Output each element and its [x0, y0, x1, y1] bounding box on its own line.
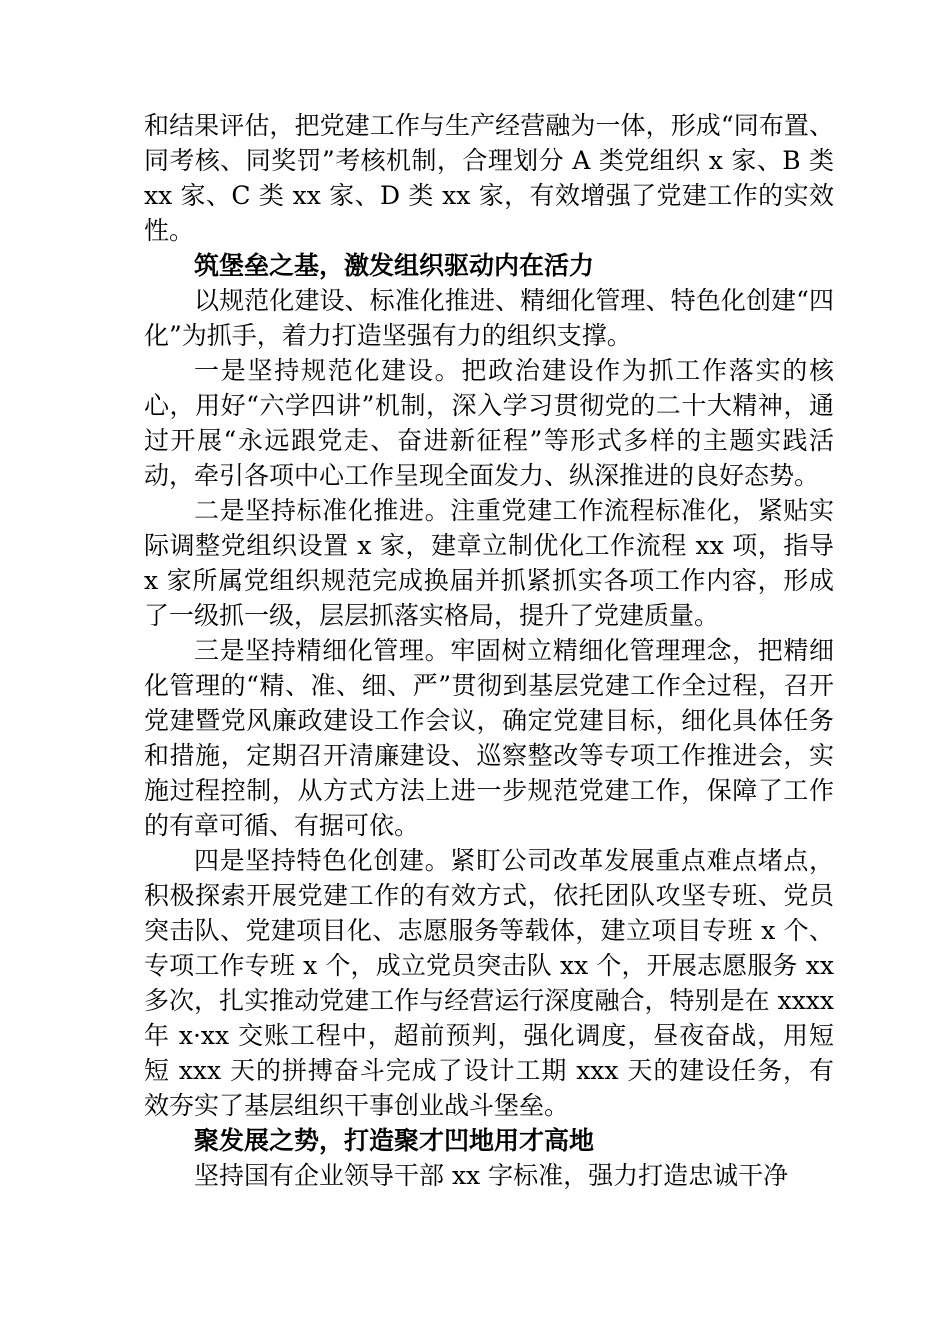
- paragraph-four-modernizations: 以规范化建设、标准化推进、精细化管理、特色化创建“四化”为抓手，着力打造坚强有力的组织支撑。: [144, 286, 834, 350]
- paragraph-featured-creation: 四是坚持特色化创建。紧盯公司改革发展重点难点堵点，积极探索开展党建工作的有效方式，依托团队攻坚专班、党员突击队、党建项目化、志愿服务等载体，建立项目专班 x 个、专项工作专班 x 个，成立党员突击队 xx 个，开展志愿服务 xx 多次，扎实推动党建工作与经营运行深度融合，特别是在 xxxx 年 x·xx 交账工程中，超前预判，强化调度，昼夜奋战，用短短 xxx 天的拼搏奋斗完成了设计工期 xxx 天的建设任务，有效夯实了基层组织干事创业战斗堡垒。: [144, 846, 834, 1120]
- document-page: [144, 108, 834, 1193]
- paragraph-standardized-building: 一是坚持规范化建设。把政治建设作为抓工作落实的核心，用好“六学四讲”机制，深入学习贯彻党的二十大精神，通过开展“永远跟党走、奋进新征程”等形式多样的主题实践活动，牵引各项中心工作呈现全面发力、纵深推进的良好态势。: [144, 356, 834, 490]
- paragraph-leader-standard: 坚持国有企业领导干部 xx 字标准，强力打造忠诚干净: [194, 1161, 789, 1190]
- paragraph-refined-management: 三是坚持精细化管理。牢固树立精细化管理理念，把精细化管理的“精、准、细、严”贯彻到基层党建工作全过程，召开党建暨党风廉政建设工作会议，确定党建目标，细化具体任务和措施，定期召开清廉建设、巡察整改等专项工作推进会，实施过程控制，从方式方法上进一步规范党建工作，保障了工作的有章可循、有据可依。: [144, 636, 834, 840]
- paragraph-evaluation-continued: 和结果评估，把党建工作与生产经营融为一体，形成“同布置、同考核、同奖罚”考核机制，合理划分 A 类党组织 x 家、B 类 xx 家、C 类 xx 家、D 类 xx 家，有效增强了党建工作的实效性。: [144, 111, 834, 245]
- paragraph-standardization-advance: 二是坚持标准化推进。注重党建工作流程标准化，紧贴实际调整党组织设置 x 家，建章立制优化工作流程 xx 项，指导 x 家所属党组织规范完成换届并抓紧抓实各项工作内容，形成了一级抓一级，层层抓落实格局，提升了党建质量。: [144, 496, 834, 630]
- section-heading-talent: 聚发展之势，打造聚才凹地用才高地: [194, 1126, 595, 1155]
- section-heading-fortress: 筑堡垒之基，激发组织驱动内在活力: [194, 251, 595, 280]
